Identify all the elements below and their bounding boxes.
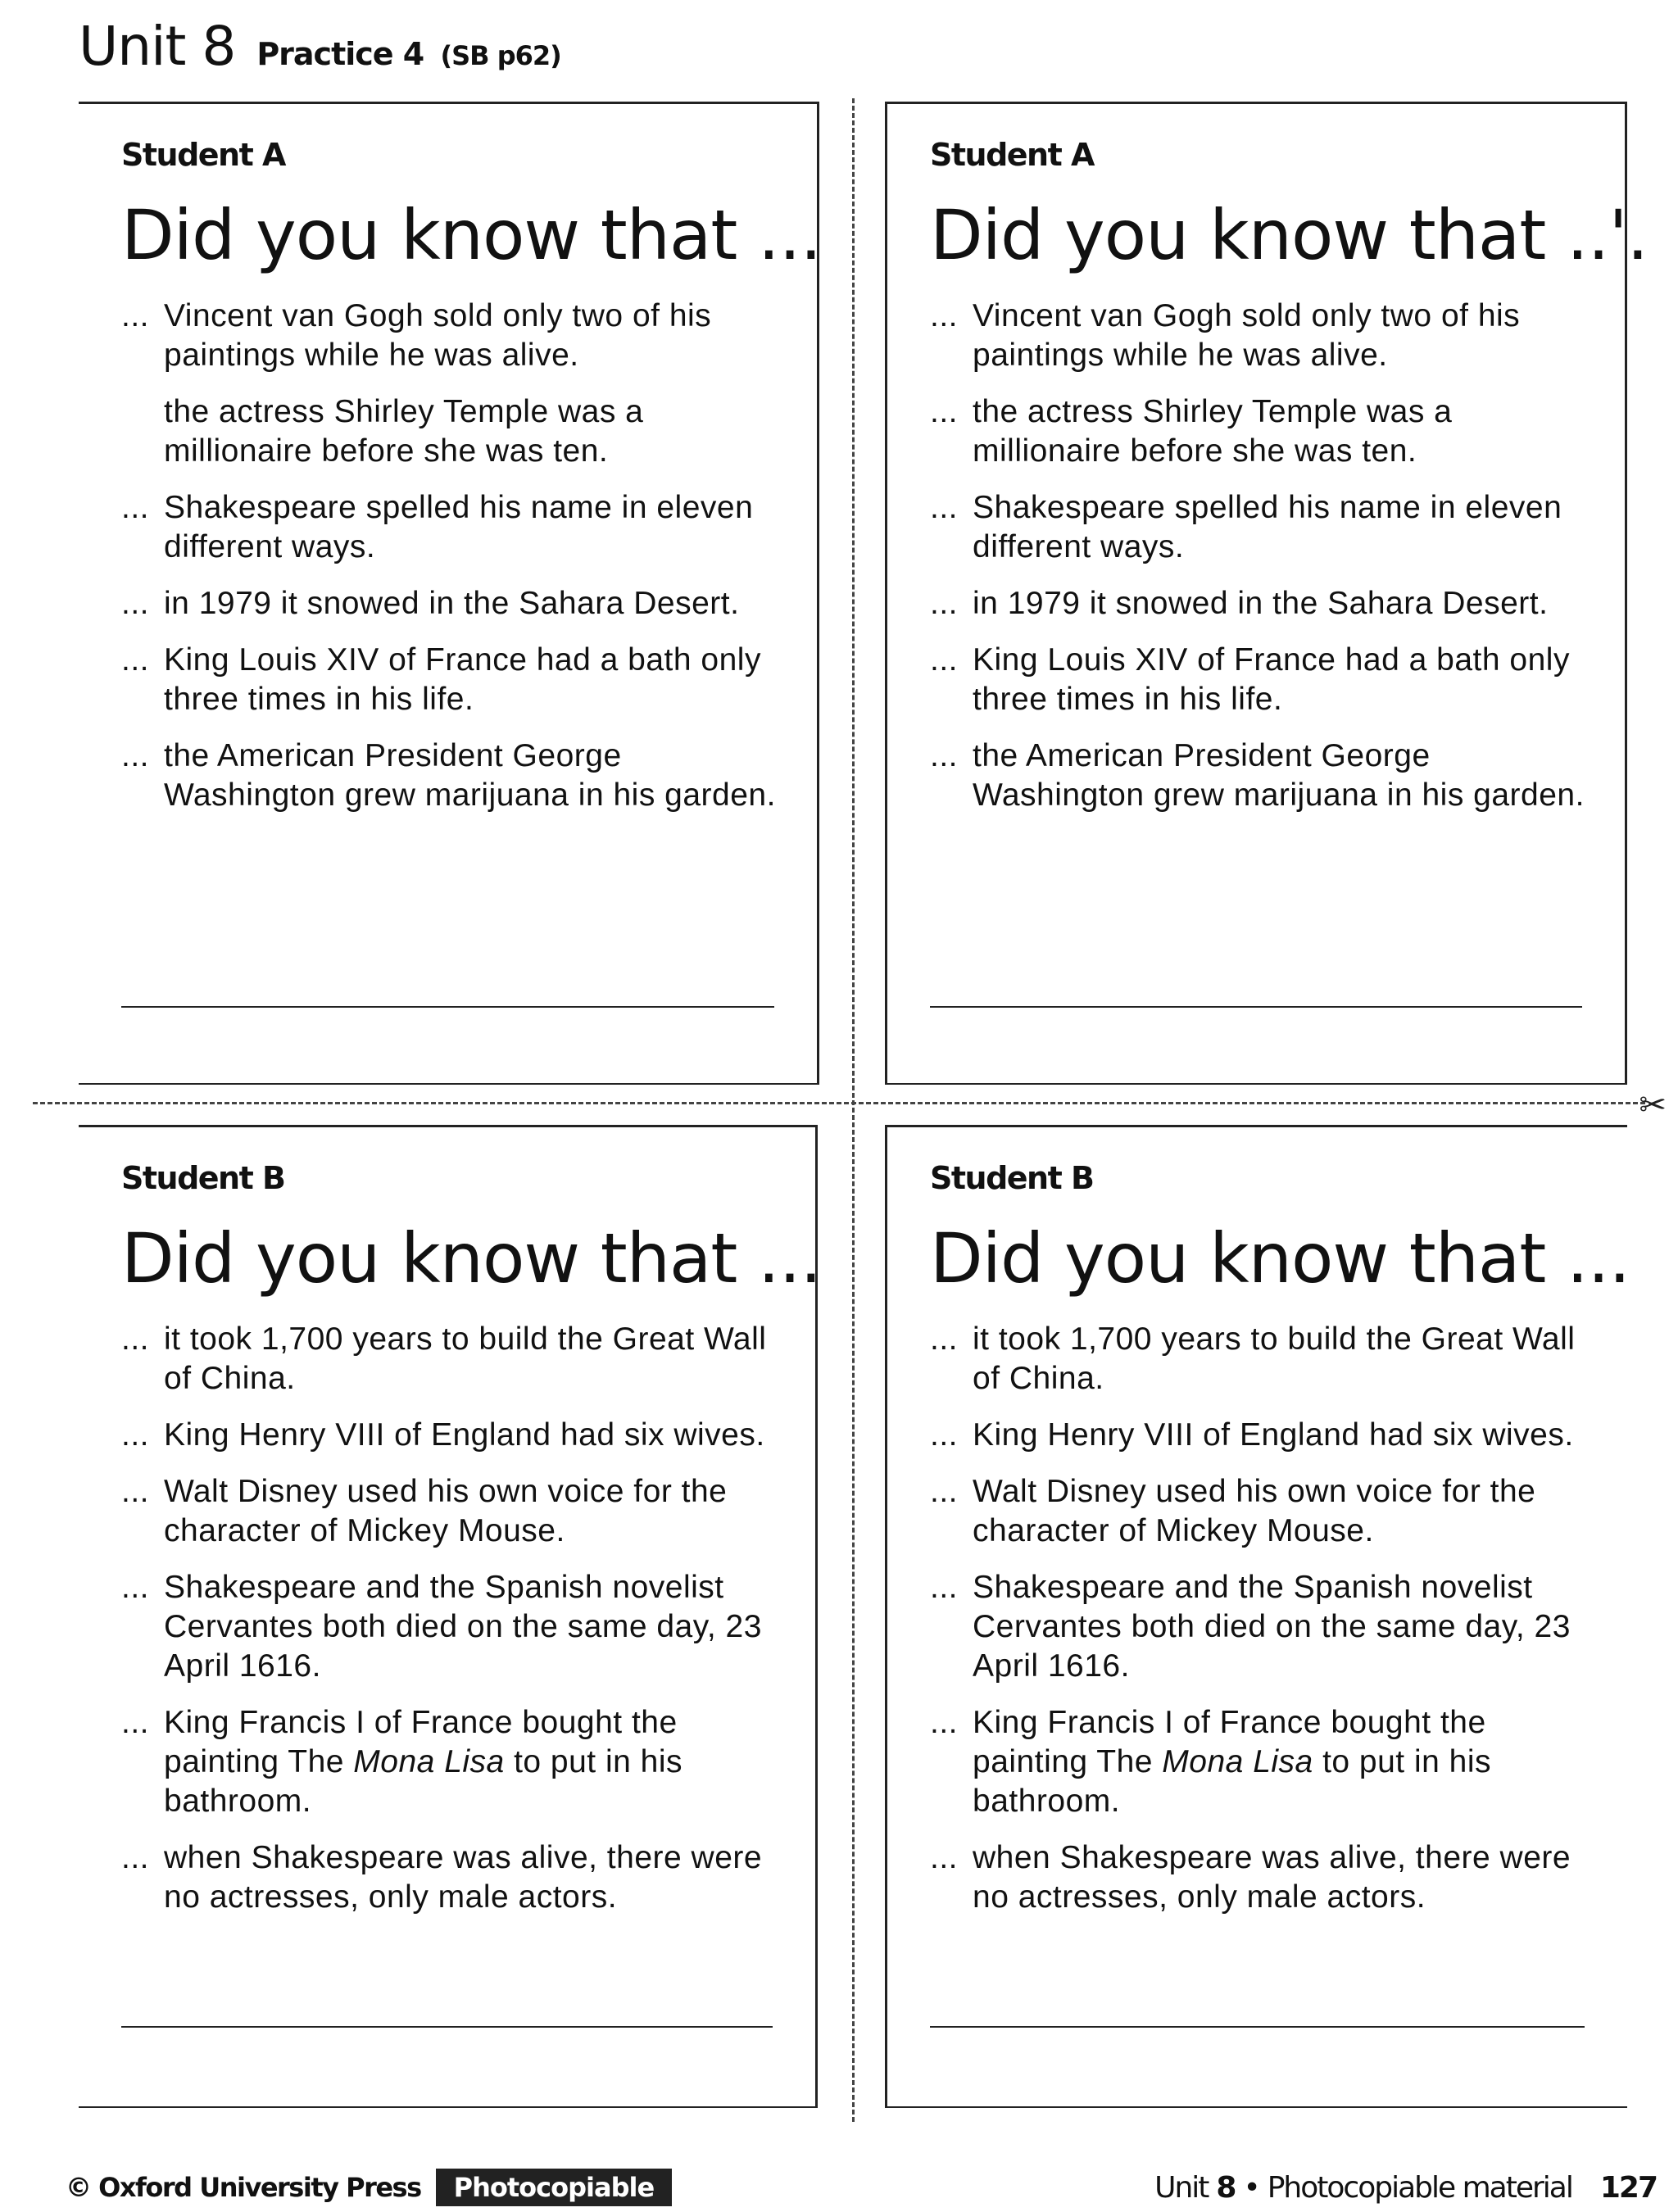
student-label: Student B bbox=[930, 1160, 1094, 1196]
fact-text: to put in his bathroom. bbox=[164, 1743, 683, 1819]
fact-item bbox=[930, 1320, 1594, 1398]
fact-text: it took 1,700 years to build the Great Wall of China. bbox=[164, 1321, 767, 1396]
fact-item bbox=[121, 1416, 782, 1455]
fact-item bbox=[121, 297, 784, 375]
ellipsis-marker: ... bbox=[930, 737, 959, 773]
fact-item bbox=[930, 297, 1592, 375]
page-header bbox=[79, 15, 561, 78]
page-number: 127 bbox=[1599, 2170, 1657, 2205]
fact-item bbox=[121, 488, 784, 567]
card-heading: Did you know that ... bbox=[930, 1218, 1630, 1299]
fact-text: Shakespeare and the Spanish novelist Cervantes both died on the same day, 23 April 1616. bbox=[164, 1569, 762, 1684]
answer-line bbox=[930, 2026, 1585, 2028]
ellipsis-marker: ... bbox=[930, 641, 959, 678]
fact-item bbox=[930, 1416, 1594, 1455]
unit-title: Unit 8 bbox=[79, 15, 236, 78]
answer-line bbox=[121, 1006, 774, 1008]
student-label: Student B bbox=[121, 1160, 285, 1196]
fact-text: in 1979 it snowed in the Sahara Desert. bbox=[164, 585, 740, 621]
fact-text: when Shakespeare was alive, there were no actresses, only male actors. bbox=[973, 1839, 1571, 1915]
fact-list bbox=[930, 297, 1592, 815]
horizontal-cut-line bbox=[33, 1102, 1645, 1104]
scissors-icon: ✂ bbox=[1639, 1086, 1667, 1124]
fact-title-italic: Mona Lisa bbox=[1162, 1743, 1313, 1779]
fact-list bbox=[121, 297, 784, 815]
page-footer bbox=[66, 2163, 1657, 2212]
footer-unit-label: Unit bbox=[1154, 2170, 1209, 2205]
fact-item bbox=[930, 1568, 1594, 1686]
fact-text: King Henry VIII of England had six wives. bbox=[973, 1416, 1574, 1453]
fact-text: King Louis XIV of France had a bath only three times in his life. bbox=[164, 641, 761, 717]
fact-text: it took 1,700 years to build the Great Wall of China. bbox=[973, 1321, 1576, 1396]
fact-text: Shakespeare spelled his name in eleven different ways. bbox=[973, 489, 1562, 564]
ellipsis-marker: ... bbox=[930, 297, 959, 333]
ellipsis-marker: ... bbox=[930, 393, 959, 429]
fact-text: King Louis XIV of France had a bath only three times in his life. bbox=[973, 641, 1570, 717]
card-student-b-right bbox=[885, 1125, 1630, 2108]
fact-text: Walt Disney used his own voice for the character of Mickey Mouse. bbox=[973, 1473, 1536, 1548]
footer-left bbox=[66, 2169, 672, 2206]
fact-text: Walt Disney used his own voice for the character of Mickey Mouse. bbox=[164, 1473, 728, 1548]
fact-item bbox=[121, 392, 784, 471]
fact-text: King Francis I of France bought the painting The bbox=[164, 1704, 678, 1779]
ellipsis-marker: ... bbox=[121, 737, 150, 773]
copyright-notice: © Oxford University Press bbox=[66, 2172, 421, 2203]
fact-item bbox=[930, 584, 1592, 623]
fact-text: the actress Shirley Temple was a millionaire before she was ten. bbox=[164, 393, 644, 469]
fact-text: the American President George Washington grew marijuana in his garden. bbox=[973, 737, 1585, 813]
practice-title bbox=[256, 36, 560, 72]
fact-text: King Henry VIII of England had six wives. bbox=[164, 1416, 765, 1453]
ellipsis-marker: ... bbox=[930, 585, 959, 621]
fact-text: in 1979 it snowed in the Sahara Desert. bbox=[973, 585, 1549, 621]
ellipsis-marker: ... bbox=[121, 1416, 150, 1453]
fact-item bbox=[930, 392, 1592, 471]
ellipsis-marker: ... bbox=[930, 1704, 959, 1740]
card-student-a-right bbox=[885, 102, 1649, 1085]
fact-item bbox=[121, 1838, 782, 1917]
ellipsis-marker: ... bbox=[930, 1473, 959, 1509]
fact-item bbox=[930, 488, 1592, 567]
fact-item bbox=[930, 1838, 1594, 1917]
ellipsis-marker: ... bbox=[121, 1321, 150, 1357]
card-student-b-left bbox=[79, 1125, 822, 2108]
fact-text: the actress Shirley Temple was a millionaire before she was ten. bbox=[973, 393, 1453, 469]
fact-title-italic: Mona Lisa bbox=[353, 1743, 505, 1779]
fact-item bbox=[930, 1703, 1594, 1821]
footer-bullet: • bbox=[1243, 2170, 1259, 2205]
ellipsis-marker: ... bbox=[121, 489, 150, 525]
student-book-reference: (SB p62) bbox=[440, 40, 561, 71]
answer-line bbox=[121, 2026, 773, 2028]
card-student-a-left bbox=[79, 102, 822, 1085]
fact-text: the American President George Washington grew marijuana in his garden. bbox=[164, 737, 776, 813]
fact-item bbox=[930, 641, 1592, 719]
fact-item bbox=[121, 641, 784, 719]
ellipsis-marker: ... bbox=[121, 297, 150, 333]
fact-text: Shakespeare and the Spanish novelist Cervantes both died on the same day, 23 April 1616. bbox=[973, 1569, 1571, 1684]
vertical-cut-line bbox=[852, 98, 855, 2122]
student-label: Student A bbox=[121, 137, 285, 173]
fact-text: Shakespeare spelled his name in eleven different ways. bbox=[164, 489, 754, 564]
fact-item bbox=[121, 1320, 782, 1398]
ellipsis-marker: ... bbox=[930, 1569, 959, 1605]
card-heading: Did you know that ..'. bbox=[930, 195, 1649, 275]
fact-list bbox=[121, 1320, 782, 1917]
ellipsis-marker: ... bbox=[930, 1839, 959, 1875]
card-heading: Did you know that ... bbox=[121, 1218, 822, 1299]
ellipsis-marker: ... bbox=[930, 489, 959, 525]
ellipsis-marker: ... bbox=[121, 1473, 150, 1509]
answer-line bbox=[930, 1006, 1582, 1008]
ellipsis-marker: ... bbox=[121, 1839, 150, 1875]
card-heading: Did you know that ... bbox=[121, 195, 822, 275]
ellipsis-marker: ... bbox=[121, 1704, 150, 1740]
fact-item bbox=[930, 1472, 1594, 1551]
fact-text: Vincent van Gogh sold only two of his paintings while he was alive. bbox=[973, 297, 1521, 373]
footer-unit-number: 8 bbox=[1216, 2170, 1236, 2205]
ellipsis-marker: ... bbox=[930, 1321, 959, 1357]
ellipsis-marker: ... bbox=[121, 585, 150, 621]
practice-label: Practice 4 bbox=[256, 36, 424, 72]
fact-list bbox=[930, 1320, 1594, 1917]
ellipsis-marker: ... bbox=[930, 1416, 959, 1453]
fact-item bbox=[121, 584, 784, 623]
ellipsis-marker: ... bbox=[121, 641, 150, 678]
fact-text: Vincent van Gogh sold only two of his paintings while he was alive. bbox=[164, 297, 712, 373]
fact-item bbox=[121, 1703, 782, 1821]
footer-right bbox=[1154, 2171, 1657, 2205]
ellipsis-marker: ... bbox=[121, 1569, 150, 1605]
fact-text: when Shakespeare was alive, there were no actresses, only male actors. bbox=[164, 1839, 763, 1915]
fact-item bbox=[121, 1568, 782, 1686]
fact-item bbox=[121, 737, 784, 815]
footer-material-label: Photocopiable material bbox=[1267, 2170, 1572, 2205]
fact-text: to put in his bathroom. bbox=[973, 1743, 1492, 1819]
fact-item bbox=[121, 1472, 782, 1551]
fact-text: King Francis I of France bought the painting The bbox=[973, 1704, 1486, 1779]
fact-item bbox=[930, 737, 1592, 815]
photocopiable-badge: Photocopiable bbox=[436, 2169, 673, 2206]
student-label: Student A bbox=[930, 137, 1094, 173]
